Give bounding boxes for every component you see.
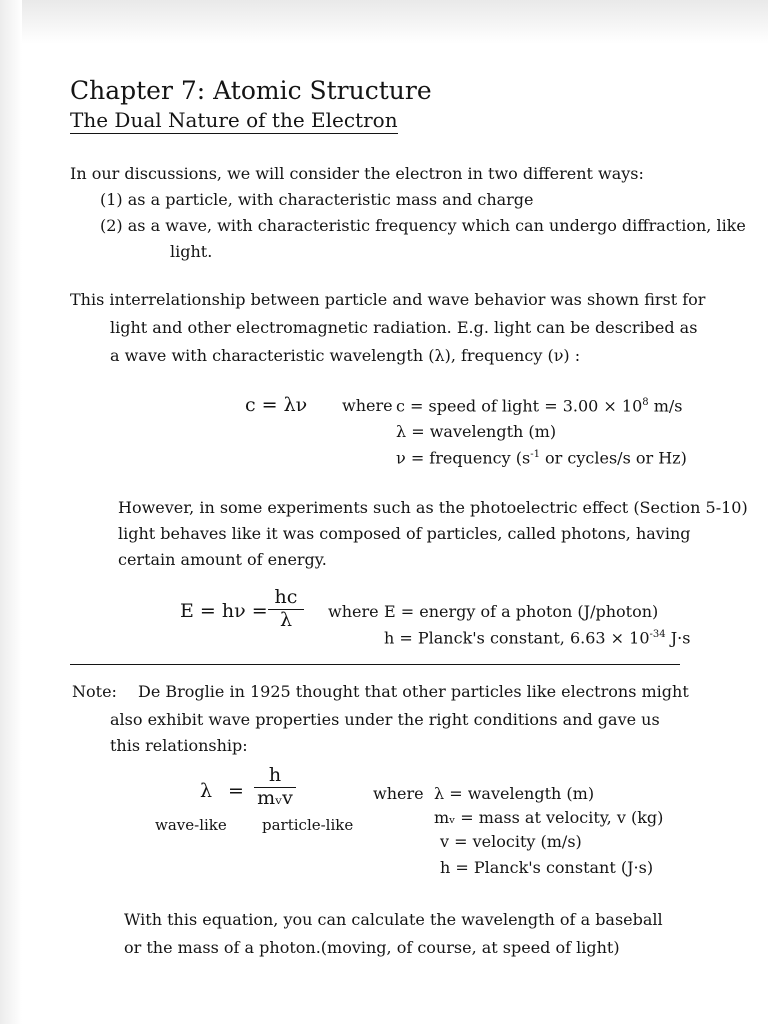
velocity-definition: v = velocity (m/s) [440, 832, 582, 851]
planck-constant-definition: h = Planck's constant (J·s) [440, 858, 654, 877]
light-equation: c = λν [245, 394, 308, 416]
wavelength-definition: λ = wavelength (m) [434, 784, 595, 803]
where-label: where [373, 784, 424, 803]
debroglie-fraction [254, 766, 296, 808]
wavelength-definition: λ = wavelength (m) [396, 422, 557, 441]
where-label: where [328, 602, 379, 621]
photon-energy-equation: E = hν = [180, 600, 268, 622]
frequency-definition: ν = frequency ($s^{-1}$ or cycles/s or Hz) [396, 448, 687, 468]
note-label: Note: [72, 682, 117, 701]
intro-item-wave-continued: light. [170, 242, 213, 261]
section-divider [70, 664, 680, 665]
intro-line: In our discussions, we will consider the electron in two different ways: [70, 164, 644, 183]
paragraph-line: This interrelationship between particle and wave behavior was shown first for [70, 290, 706, 309]
note-line: this relationship: [110, 736, 248, 755]
section-heading: The Dual Nature of the Electron [70, 108, 398, 132]
page-title: Chapter 7: Atomic Structure [70, 76, 432, 105]
intro-item-wave: (2) as a wave, with characteristic frequency which can undergo diffraction, like [100, 216, 746, 235]
paragraph-line: certain amount of energy. [118, 550, 327, 569]
paragraph-line: However, in some experiments such as the photoelectric effect (Section 5-10) [118, 498, 748, 517]
intro-item-particle: (1) as a particle, with characteristic mass and charge [100, 190, 534, 209]
debroglie-lambda: λ [200, 780, 213, 802]
scan-shadow-top [0, 0, 768, 44]
planck-constant-definition: h = Planck's constant, $6.63 \times 10^{-34}$ J·s [384, 628, 691, 648]
particle-like-label: particle-like [262, 816, 354, 834]
scan-shadow-left [0, 0, 22, 1024]
closing-line: or the mass of a photon.(moving, of course, at speed of light) [124, 938, 620, 957]
note-line: De Broglie in 1925 thought that other particles like electrons might [138, 682, 689, 701]
debroglie-equals: = [228, 780, 244, 802]
paragraph-line: light and other electromagnetic radiation. E.g. light can be described as [110, 318, 698, 337]
fraction-numerator: hc [274, 586, 298, 608]
closing-line: With this equation, you can calculate the wavelength of a baseball [124, 910, 663, 929]
fraction-denominator: mᵥv [257, 787, 293, 809]
fraction-denominator: λ [279, 609, 293, 631]
note-line: also exhibit wave properties under the right conditions and gave us [110, 710, 660, 729]
paragraph-line: a wave with characteristic wavelength (λ), frequency (ν) : [110, 346, 581, 365]
mass-definition: mᵥ = mass at velocity, v (kg) [434, 808, 664, 827]
where-label: where [342, 396, 393, 415]
fraction-numerator: h [268, 764, 282, 786]
wave-like-label: wave-like [155, 816, 227, 834]
paragraph-line: light behaves like it was composed of particles, called photons, having [118, 524, 691, 543]
photon-energy-definition: E = energy of a photon (J/photon) [384, 602, 659, 621]
photon-energy-fraction [268, 588, 304, 630]
speed-of-light-definition: c = speed of light = $3.00 \times 10^8$ m/s [396, 396, 683, 416]
